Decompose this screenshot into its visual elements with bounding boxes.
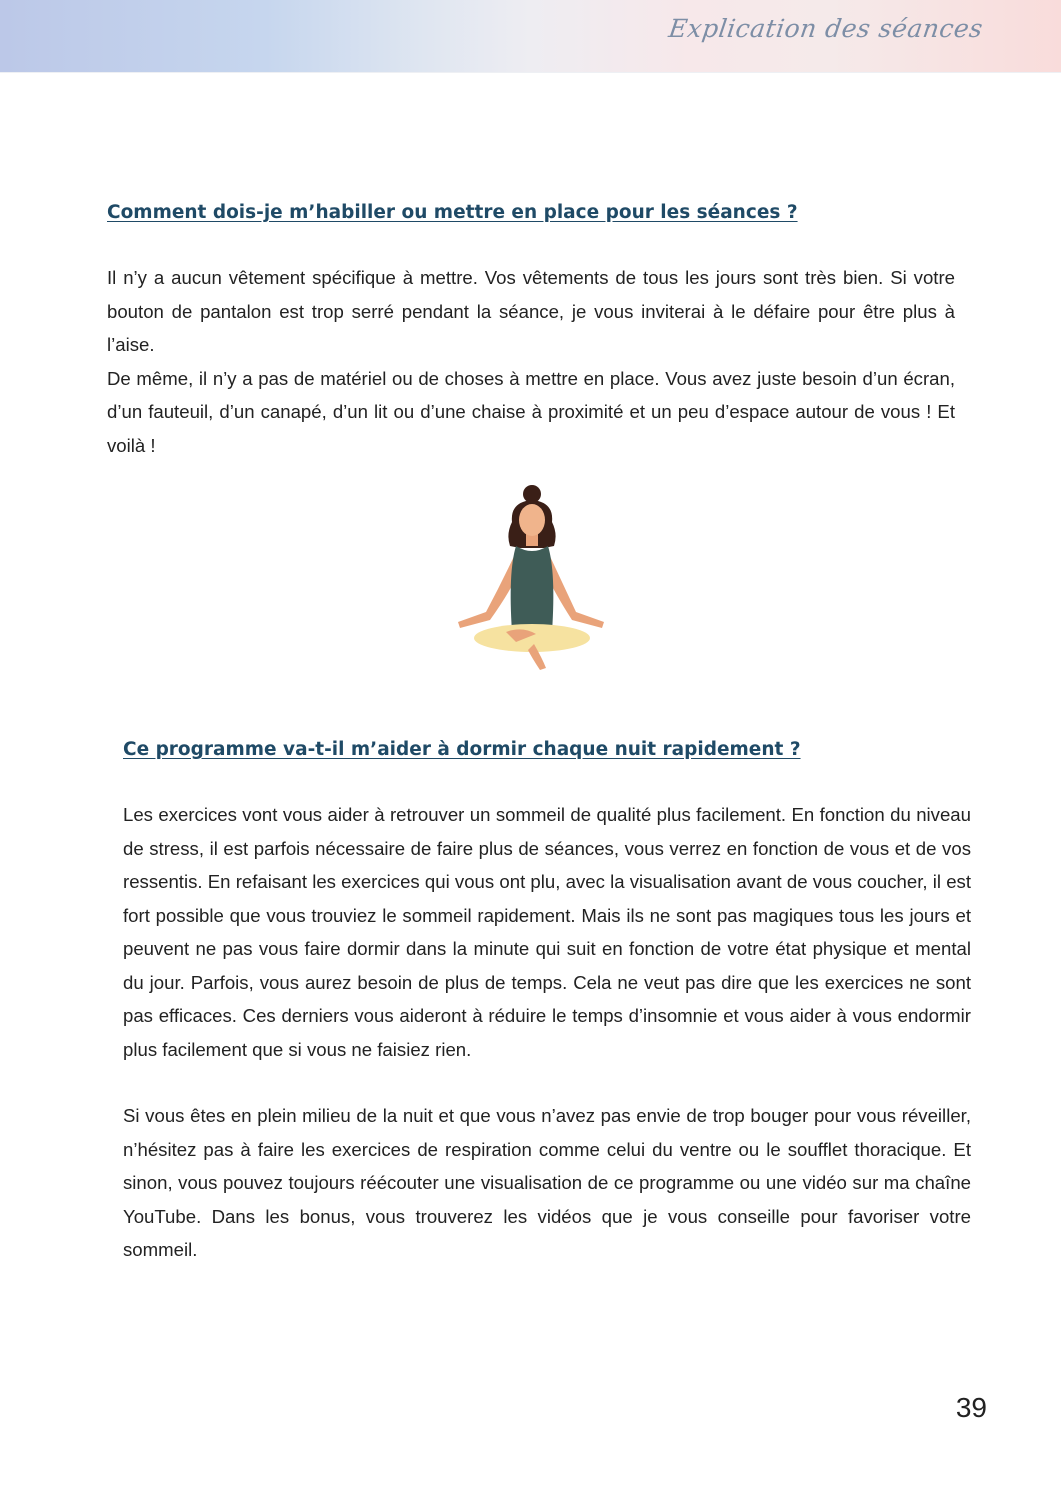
header-title: Explication des séances — [667, 14, 986, 43]
question-heading: Ce programme va-t-il m’aider à dormir chaque nuit rapidement ? — [123, 739, 801, 760]
page-number: 39 — [955, 1392, 987, 1423]
paragraph: Les exercices vont vous aider à retrouver un sommeil de qualité plus facilement. En fonction du niveau de stress, il est parfois nécessaire de faire plus de séances, vous verrez en fonction de vous et de vos ressentis. En refaisant les exercices qui vous ont plu, avec la visualisation avant de vous coucher, il est fort possible que vous trouviez le sommeil rapidement. Mais ils ne sont pas magiques tous les jours et peuvent ne pas vous faire dormir dans la minute qui suit en fonction de votre état physique et mental du jour. Parfois, vous aurez besoin de plus de temps. Cela ne veut pas dire que les exercices ne sont pas efficaces. Ces derniers vous aideront à réduire le temps d’insomnie et vous aider à vous endormir plus facilement que si vous ne faisiez rien. — [123, 804, 971, 1060]
meditating-woman-icon — [446, 482, 616, 672]
question-heading: Comment dois-je m’habiller ou mettre en place pour les séances ? — [107, 202, 798, 223]
header-band — [0, 0, 1061, 73]
section-clothing-setup — [107, 199, 955, 462]
paragraph: De même, il n’y a pas de matériel ou de choses à mettre en place. Vous avez juste besoin d’un écran, d’un fauteuil, d’un canapé, d’un lit ou d’une chaise à proximité et un peu d’espace autour de vous ! Et voilà ! — [107, 367, 955, 456]
section-sleep-help — [123, 736, 971, 1267]
paragraph: Il n’y a aucun vêtement spécifique à mettre. Vos vêtements de tous les jours sont très bien. Si votre bouton de pantalon est trop serré pendant la séance, je vous inviterai à le défaire pour être plus à l’aise. — [107, 267, 955, 355]
paragraph: Si vous êtes en plein milieu de la nuit et que vous n’avez pas envie de trop bouger pour vous réveiller, n’hésitez pas à faire les exercices de respiration comme celui du ventre ou le soufflet thoracique. Et sinon, vous pouvez toujours réécouter une visualisation de ce programme ou une vidéo sur ma chaîne YouTube. Dans les bonus, vous trouverez les vidéos que je vous conseille pour favoriser votre sommeil. — [123, 1105, 971, 1260]
